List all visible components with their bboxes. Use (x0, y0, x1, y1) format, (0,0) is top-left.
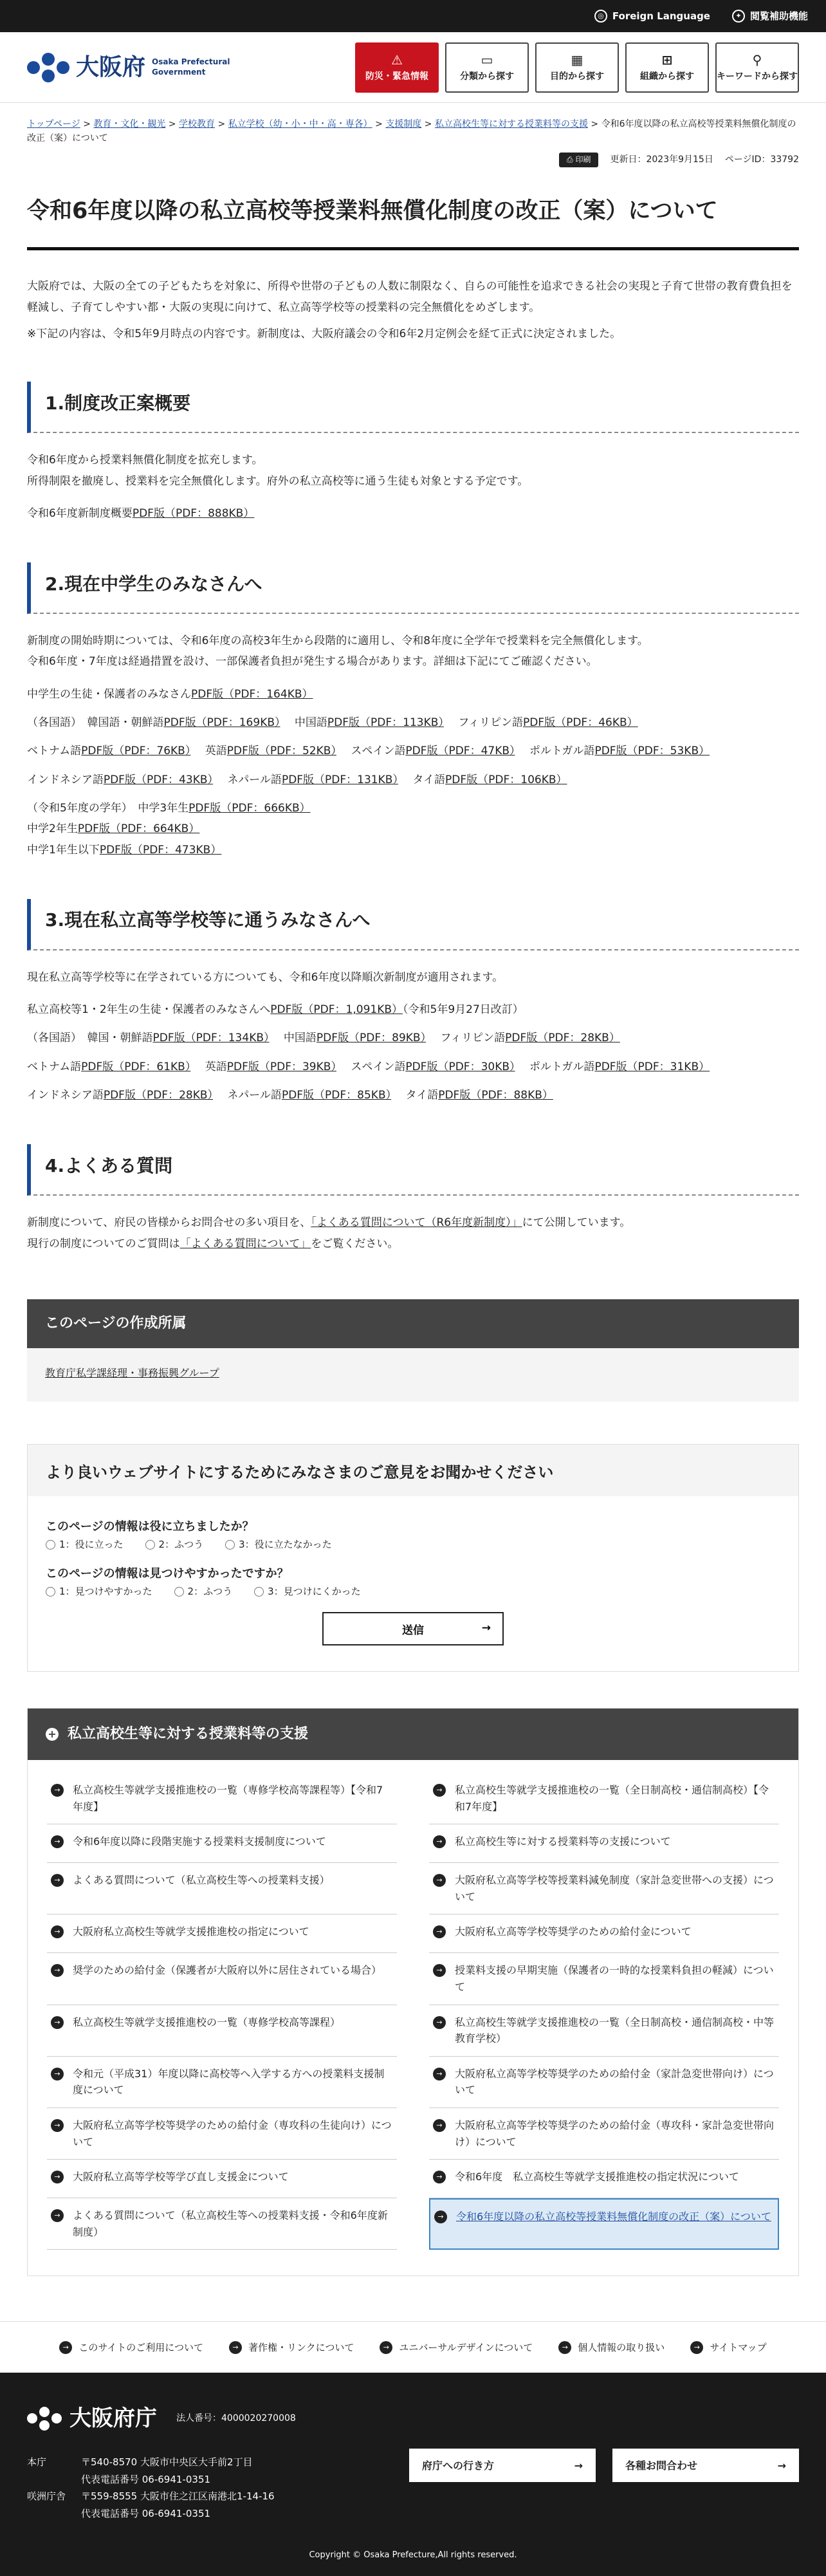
faq-link[interactable]: 「よくある質問について」 (179, 1237, 311, 1250)
address-label: 本庁 (27, 2456, 47, 2468)
access-button[interactable] (409, 2449, 596, 2482)
arrow-right-icon: → (51, 2119, 64, 2132)
nav-organization[interactable] (625, 42, 709, 93)
faq-text: 現行の制度についてのご質問は (27, 1237, 180, 1250)
pdf-link[interactable]: PDF版（PDF：31KB） (594, 1060, 710, 1073)
related-item[interactable] (47, 1953, 397, 2005)
logo-text: 大阪府 (76, 53, 146, 80)
faq-text: をご覧ください。 (311, 1237, 399, 1250)
breadcrumb-link[interactable]: 私立学校（幼・小・中・高・専各） (228, 119, 372, 129)
lang-label: インドネシア語 (27, 773, 104, 786)
radio-label: 3：見つけにくかった (268, 1586, 361, 1598)
footer-nav-link[interactable] (690, 2340, 766, 2355)
corporate-number: 法人番号：4000020270008 (176, 2413, 296, 2424)
related-link[interactable]: 大阪府私立高等学校等奨学のための給付金（家計急変世帯向け）について (455, 2067, 774, 2097)
survey-question-1: このページの情報は役に立ちましたか？ (46, 1520, 254, 1534)
arrow-right-icon: → (433, 1964, 446, 1977)
related-item[interactable] (47, 1863, 397, 1914)
pdf-link[interactable]: PDF版（PDF：89KB） (316, 1032, 427, 1045)
related-link[interactable]: 令和元（平成31）年度以降に高校等へ入学する方への授業料支援制度について (73, 2067, 385, 2097)
related-item[interactable] (47, 1914, 397, 1953)
arrow-right-icon: → (690, 2341, 703, 2354)
related-item[interactable] (429, 2198, 779, 2250)
section-heading-1: 1.制度改正案概要 (27, 382, 799, 433)
related-item[interactable] (429, 1914, 779, 1953)
lang-label: 英語 (205, 745, 227, 758)
related-item[interactable] (47, 2160, 397, 2198)
lang-label: スペイン語 (351, 1060, 406, 1073)
section-heading-4: 4.よくある質問 (27, 1144, 799, 1196)
radio-input[interactable] (46, 1540, 55, 1550)
related-link[interactable]: 私立高校生等就学支援推進校の一覧（全日制高校・通信制高校・中等教育学校） (455, 2015, 775, 2045)
arrow-right-icon: → (558, 2341, 571, 2354)
related-link[interactable]: 大阪府私立高校生等就学支援推進校の指定について (73, 1925, 309, 1938)
arrow-right-icon: → (51, 2016, 64, 2029)
reading-assist-link[interactable] (732, 8, 808, 24)
logo-english-line2: Government (152, 67, 206, 77)
print-label: 印刷 (575, 154, 591, 164)
footer-nav-label: 個人情報の取り扱い (578, 2341, 665, 2353)
related-link[interactable]: 私立高校生等就学支援推進校の一覧（全日制高校・通信制高校）【令和7年度】 (455, 1784, 769, 1813)
related-link[interactable]: 奨学のための給付金（保護者が大阪府以外に居住されている場合） (73, 1964, 382, 1977)
related-item[interactable] (47, 2108, 397, 2160)
related-item[interactable] (47, 2057, 397, 2108)
copyright: Copyright © Osaka Prefecture,All rights reserved. (309, 2550, 517, 2560)
pdf-link[interactable]: PDF版（PDF：1,091KB） (270, 1003, 403, 1017)
global-nav (355, 42, 799, 93)
arrow-right-icon: → (51, 1835, 64, 1848)
logo-english-line1: Osaka Prefectural (152, 57, 230, 66)
intro-text: 大阪府では、大阪の全ての子どもたちを対象に、所得や世帯の子どもの人数に制限なく、自らの可能性を追求できる社会の実現と子育て世帯の教育費負担を軽減し、子育てしやすい都・大阪の実現に向けて、私立高等学校等の授業料の完全無償化をめざします。 (27, 280, 793, 314)
address-label: 咲洲庁舎 (27, 2490, 66, 2503)
radio-label: 1：役に立った (59, 1539, 124, 1551)
survey-options-1 (46, 1537, 780, 1552)
arrow-right-icon: → (51, 2171, 64, 2183)
lang-label: タイ語 (412, 773, 446, 786)
arrow-right-icon: → (59, 2341, 72, 2354)
address-text: 〒559-8555 大阪市住之江区南港北1-14-16 (81, 2490, 275, 2503)
related-item[interactable] (47, 1773, 397, 1824)
pdf-link[interactable]: PDF版（PDF：76KB） (81, 745, 191, 758)
related-link[interactable]: 令和6年度以降の私立高校等授業料無償化制度の改正（案）について (456, 2210, 771, 2223)
updated-date: 更新日：2023年9月15日 (610, 154, 713, 165)
pdf-link[interactable]: PDF版（PDF：473KB） (99, 843, 222, 857)
radio-input[interactable] (145, 1540, 155, 1550)
radio-label: 2：ふつう (187, 1586, 233, 1598)
related-link[interactable]: 大阪府私立高等学校等奨学のための給付金（専攻科・家計急変世帯向け）について (455, 2119, 775, 2148)
survey-options-2 (46, 1584, 780, 1599)
related-link[interactable]: よくある質問について（私立高校生等への授業料支援） (73, 1874, 330, 1887)
lang-label: 英語 (205, 1060, 227, 1073)
osaka-flower-icon (27, 53, 69, 82)
org-icon: ⊞ (661, 52, 673, 68)
faq-text: 新制度について、府民の皆様からお問合せの多い項目を、 (27, 1216, 311, 1230)
footer-nav (0, 2321, 826, 2373)
related-link[interactable]: 授業料支援の早期実施（保護者の一時的な授業料負担の軽減）について (455, 1964, 774, 1994)
related-link[interactable]: よくある質問について（私立高校生等への授業料支援・令和6年度新制度） (73, 2209, 388, 2238)
pdf-link[interactable]: PDF版（PDF：169KB） (163, 716, 280, 730)
pdf-link[interactable]: PDF版（PDF：30KB） (405, 1060, 515, 1073)
related-item[interactable] (429, 2057, 779, 2108)
lang-label: 中国語 (294, 716, 327, 730)
nav-category[interactable] (445, 42, 529, 93)
search-icon: ⚲ (752, 52, 762, 68)
breadcrumb-current: 令和6年度以降の私立高校等授業料無償化制度の改正（案）について (27, 119, 796, 144)
radio-label: 1：見つけやすかった (59, 1586, 152, 1598)
pdf-link[interactable]: PDF版（PDF：52KB） (226, 745, 336, 758)
contact-button[interactable] (612, 2449, 799, 2482)
related-heading[interactable] (28, 1709, 798, 1760)
arrow-right-icon: → (433, 2068, 446, 2080)
survey-question-2: このページの情報は見つけやすかったですか？ (46, 1567, 289, 1581)
related-item[interactable] (429, 2005, 779, 2057)
radio-label: 2：ふつう (158, 1539, 204, 1551)
related-list (28, 1760, 798, 2275)
related-item[interactable] (429, 1824, 779, 1863)
lang-label: ベトナム語 (27, 745, 82, 758)
print-button[interactable]: ⎙ 印刷 (559, 153, 598, 167)
section-2-text: 令和6年度・7年度は経過措置を設け、一部保護者負担が発生する場合があります。詳細は下記にてご確認ください。 (27, 655, 598, 669)
arrow-right-icon: → (51, 1874, 64, 1887)
related-item[interactable] (429, 2108, 779, 2160)
nav-disaster-label: 防災・緊急情報 (365, 71, 428, 82)
footer-nav-link[interactable] (380, 2340, 533, 2355)
radio-input[interactable] (174, 1587, 184, 1597)
link-prefix: 私立高校等1・2年生の生徒・保護者のみなさんへ (27, 1003, 271, 1017)
related-link[interactable]: 大阪府私立高等学校等授業料減免制度（家計急変世帯への支援）について (455, 1874, 774, 1903)
nav-disaster[interactable] (355, 42, 439, 93)
arrow-right-icon: → (777, 2459, 786, 2472)
site-header (0, 32, 826, 103)
page-owner-link[interactable]: 教育庁私学課経理・事務振興グループ (45, 1366, 219, 1379)
page-title: 令和6年度以降の私立高校等授業料無償化制度の改正（案）について (27, 180, 799, 251)
page-owner-box (27, 1299, 799, 1402)
globe-icon: ◎ (594, 10, 607, 23)
related-item[interactable] (47, 2005, 397, 2057)
lang-label: 中国語 (283, 1032, 317, 1045)
related-item[interactable] (429, 2160, 779, 2198)
logo-english (152, 57, 230, 77)
section-1-text: 所得制限を撤廃し、授業料を完全無償化します。府外の私立高校等に通う生徒も対象とする予定です。 (27, 474, 529, 488)
access-label: 府庁への行き方 (422, 2459, 495, 2472)
pdf-link[interactable]: PDF版（PDF：131KB） (281, 773, 398, 786)
pdf-link[interactable]: PDF版（PDF：164KB） (191, 687, 313, 701)
grade-label: 中学2年生 (27, 822, 78, 836)
plus-icon: + (46, 1728, 59, 1741)
arrow-right-icon: → (574, 2459, 583, 2472)
arrow-right-icon: → (433, 2171, 446, 2183)
section-4 (0, 1196, 826, 1254)
related-links (27, 1708, 799, 2276)
breadcrumb-link[interactable]: 教育・文化・観光 (93, 119, 166, 129)
section-heading-3: 3.現在私立高等学校等に通うみなさんへ (27, 899, 799, 950)
revision-note: （令和5年9月27日改訂） (403, 1003, 524, 1017)
related-item[interactable] (47, 2198, 397, 2250)
page-id: ページID：33792 (724, 154, 799, 165)
related-item[interactable] (47, 1824, 397, 1863)
radio-option[interactable] (225, 1537, 332, 1552)
lang-label: ポルトガル語 (529, 745, 595, 758)
arrow-right-icon: → (433, 1874, 446, 1887)
arrow-right-icon: → (51, 1925, 64, 1938)
section-2-text: 新制度の開始時期については、令和6年度の高校3年生から段階的に適用し、令和8年度に全学年で授業料を完全無償化します。 (27, 635, 648, 648)
nav-purpose-label: 目的から探す (550, 71, 604, 82)
section-3-text: 現在私立高等学校等に在学されている方についても、令和6年度以降順次新制度が適用されます。 (27, 970, 504, 984)
arrow-right-icon: → (433, 1925, 446, 1938)
arrow-right-icon: → (51, 1784, 64, 1797)
arrow-right-icon: → (481, 1622, 491, 1635)
submit-button[interactable] (322, 1612, 504, 1645)
pdf-link[interactable]: PDF版（PDF：46KB） (522, 716, 638, 730)
page-owner-heading: このページの作成所属 (27, 1299, 799, 1348)
breadcrumb-link[interactable]: 私立高校生等に対する授業料等の支援 (434, 119, 588, 129)
nav-organization-label: 組織から探す (640, 71, 694, 82)
related-heading-label: 私立高校生等に対する授業料等の支援 (68, 1726, 309, 1743)
link-prefix: 中学生の生徒・保護者のみなさん (27, 687, 191, 701)
related-item[interactable] (429, 1953, 779, 2005)
breadcrumb (0, 103, 826, 150)
lang-label: （各国語） 韓国語・朝鮮語 (27, 716, 164, 730)
breadcrumb-sep: > (83, 119, 91, 129)
pdf-link[interactable]: PDF版（PDF：666KB） (188, 801, 311, 815)
foreign-language-link[interactable] (594, 8, 710, 24)
arrow-right-icon: → (433, 1784, 446, 1797)
footer-nav-label: このサイトのご利用について (78, 2341, 203, 2353)
pdf-link[interactable]: PDF版（PDF：888KB） (132, 506, 255, 520)
radio-input[interactable] (225, 1540, 235, 1550)
contact-label: 各種お問合わせ (625, 2459, 698, 2472)
submit-label: 送信 (402, 1624, 424, 1637)
pdf-link[interactable]: PDF版（PDF：28KB） (103, 1089, 214, 1102)
foreign-language-label: Foreign Language (612, 10, 710, 22)
pdf-link[interactable]: PDF版（PDF：85KB） (281, 1089, 392, 1102)
footer-buttons (409, 2449, 799, 2482)
footer-nav-label: ユニバーサルデザインについて (399, 2341, 533, 2353)
breadcrumb-sep: > (591, 119, 599, 129)
arrow-right-icon: → (433, 2016, 446, 2029)
lang-label: スペイン語 (351, 745, 406, 758)
lang-label: ネパール語 (227, 1089, 282, 1102)
link-prefix: 令和6年度新制度概要 (27, 506, 133, 520)
site-logo[interactable] (27, 49, 230, 86)
survey-heading: より良いウェブサイトにするためにみなさまのご意見をお聞かせください (28, 1445, 798, 1496)
utility-bar (0, 0, 826, 32)
accessibility-icon: ✦ (732, 10, 745, 23)
footer-logo[interactable] (27, 2401, 799, 2436)
related-link[interactable]: 私立高校生等就学支援推進校の一覧（専修学校高等課程等）【令和7年度】 (73, 1784, 383, 1813)
lang-label: ネパール語 (227, 773, 282, 786)
radio-input[interactable] (46, 1587, 55, 1597)
pdf-link[interactable]: PDF版（PDF：28KB） (505, 1032, 620, 1045)
breadcrumb-sep: > (217, 119, 226, 129)
note-text: ※下記の内容は、令和5年9月時点の内容です。新制度は、大阪府議会の令和6年2月定例会を経て正式に決定されました。 (27, 328, 621, 341)
related-link[interactable]: 私立高校生等に対する授業料等の支援について (455, 1835, 671, 1848)
lang-label: ポルトガル語 (529, 1060, 595, 1073)
footer-nav-label: サイトマップ (710, 2341, 767, 2353)
grid-icon: ▦ (571, 52, 583, 68)
radio-input[interactable] (254, 1587, 264, 1597)
radio-label: 3：役に立たなかった (239, 1539, 332, 1551)
lang-label: インドネシア語 (27, 1089, 104, 1102)
arrow-right-icon: → (229, 2341, 242, 2354)
lang-label: （各国語） 韓国・朝鮮語 (27, 1032, 153, 1045)
radio-option[interactable] (46, 1584, 152, 1599)
site-footer (0, 2373, 826, 2576)
radio-option[interactable] (174, 1584, 233, 1599)
nav-keyword-label: キーワードから探す (717, 71, 798, 82)
pdf-link[interactable]: PDF版（PDF：664KB） (77, 822, 200, 836)
related-link[interactable]: 大阪府私立高等学校等学び直し支援金について (73, 2171, 289, 2183)
radio-option[interactable] (254, 1584, 361, 1599)
pdf-link[interactable]: PDF版（PDF：61KB） (81, 1060, 191, 1073)
nav-keyword[interactable] (715, 42, 799, 93)
phone-text: 代表電話番号 06-6941-0351 (81, 2473, 211, 2485)
footer-nav-link[interactable] (229, 2340, 354, 2355)
arrow-right-icon: → (51, 2209, 64, 2222)
feedback-survey (27, 1444, 799, 1672)
section-heading-2: 2.現在中学生のみなさんへ (27, 562, 799, 614)
pdf-link[interactable]: PDF版（PDF：47KB） (405, 745, 515, 758)
lang-label: タイ語 (405, 1089, 439, 1102)
address-text: 〒540-8570 大阪市中央区大手前2丁目 (81, 2456, 253, 2468)
nav-purpose[interactable] (535, 42, 619, 93)
arrow-right-icon: → (434, 2210, 447, 2223)
related-link[interactable]: 令和6年度以降に段階実施する授業料支援制度について (73, 1835, 326, 1848)
lang-label: フィリピン語 (440, 1032, 506, 1045)
breadcrumb-link[interactable]: 学校教育 (179, 119, 216, 129)
page-meta (0, 150, 826, 174)
section-2 (0, 614, 826, 860)
faq-text: にて公開しています。 (522, 1216, 631, 1230)
pdf-link[interactable]: PDF版（PDF：134KB） (152, 1032, 270, 1045)
section-3 (0, 950, 826, 1106)
nav-category-label: 分類から探す (460, 71, 514, 82)
arrow-right-icon: → (433, 1835, 446, 1848)
footer-nav-label: 著作権・リンクについて (248, 2341, 354, 2353)
reading-assist-label: 閲覧補助機能 (749, 10, 808, 22)
footer-logo-text: 大阪府庁 (69, 2405, 157, 2432)
grade-label: （令和5年度の学年） 中学3年生 (27, 801, 189, 815)
pdf-link[interactable]: PDF版（PDF：106KB） (445, 773, 567, 786)
lang-label: フィリピン語 (458, 716, 523, 730)
footer-nav-link[interactable] (59, 2340, 203, 2355)
folder-icon: ▭ (481, 52, 493, 68)
related-item[interactable] (429, 1773, 779, 1824)
arrow-right-icon: → (380, 2341, 392, 2354)
breadcrumb-sep: > (168, 119, 176, 129)
section-1-text: 令和6年度から授業料無償化制度を拡充します。 (27, 454, 263, 467)
pdf-link[interactable]: PDF版（PDF：88KB） (438, 1089, 553, 1102)
warning-icon: ⚠ (391, 52, 403, 68)
pdf-link[interactable]: PDF版（PDF：53KB） (594, 745, 710, 758)
related-item[interactable] (429, 1863, 779, 1914)
phone-text: 代表電話番号 06-6941-0351 (81, 2508, 211, 2520)
faq-new-link[interactable]: 「よくある質問について（R6年度新制度）」 (311, 1216, 522, 1230)
arrow-right-icon: → (433, 2119, 446, 2132)
footer-nav-link[interactable] (558, 2340, 665, 2355)
osaka-flower-icon (27, 2407, 62, 2431)
pdf-link[interactable]: PDF版（PDF：113KB） (327, 716, 444, 730)
related-link[interactable]: 私立高校生等就学支援推進校の一覧（専修学校高等課程） (73, 2015, 341, 2028)
grade-label: 中学1年生以下 (27, 843, 100, 857)
arrow-right-icon: → (51, 2068, 64, 2080)
radio-option[interactable] (46, 1537, 124, 1552)
arrow-right-icon: → (51, 1964, 64, 1977)
breadcrumb-sep: > (375, 119, 383, 129)
section-1 (0, 433, 826, 524)
lang-label: ベトナム語 (27, 1060, 82, 1073)
breadcrumb-link[interactable]: トップページ (27, 119, 80, 129)
related-link[interactable]: 令和6年度 私立高校生等就学支援推進校の指定状況について (455, 2171, 739, 2183)
breadcrumb-link[interactable]: 支援制度 (385, 119, 422, 129)
radio-option[interactable] (145, 1537, 204, 1552)
related-link[interactable]: 大阪府私立高等学校等奨学のための給付金について (455, 1925, 692, 1938)
pdf-link[interactable]: PDF版（PDF：39KB） (226, 1060, 336, 1073)
pdf-link[interactable]: PDF版（PDF：43KB） (103, 773, 214, 786)
breadcrumb-sep: > (424, 119, 432, 129)
related-link[interactable]: 大阪府私立高等学校等奨学のための給付金（専攻科の生徒向け）について (73, 2119, 392, 2148)
